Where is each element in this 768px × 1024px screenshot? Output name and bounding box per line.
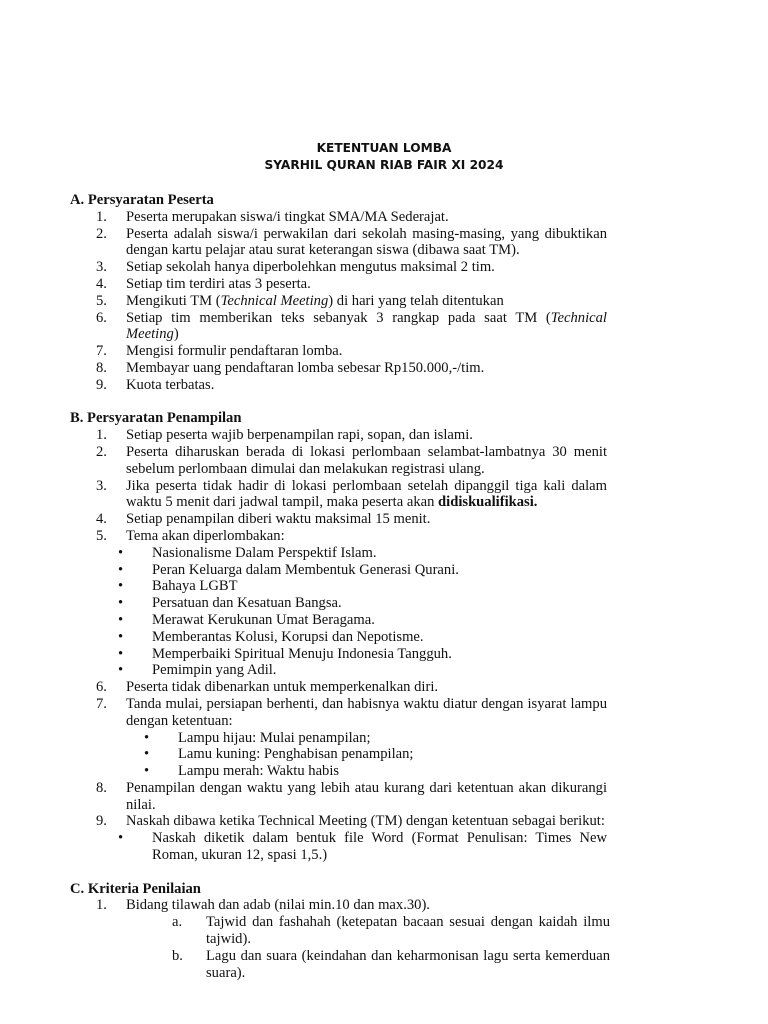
list-item: 8. Membayar uang pendaftaran lomba sebesar Rp150.000,-/tim. [96,359,485,376]
section-heading: B. Persyaratan Penampilan [70,410,242,427]
document-body [70,192,610,998]
lamp-item: • Lamu kuning: Penghabisan penampilan; [144,746,414,763]
bullet-icon: • [118,830,124,847]
criteria-sub-item: a. Tajwid dan fashahah (ketepatan bacaan sesuai dengan kaidah ilmu tajwid). [172,914,610,948]
lamp-item: • Lampu merah: Waktu habis [144,763,340,780]
list-item: 2. Peserta diharuskan berada di lokasi perlombaan selambat-lambatnya 30 menit sebelum perlombaan dimulai dan melakukan registrasi ulang. [96,443,607,477]
theme-item: • Memberantas Kolusi, Korupsi dan Nepotisme. [118,628,424,645]
theme-item: • Merawat Kerukunan Umat Beragama. [118,611,375,628]
bullet-icon: • [118,561,124,578]
bullet-icon: • [118,578,124,595]
list-item: 3. Setiap sekolah hanya diperbolehkan mengutus maksimal 2 tim. [96,259,495,276]
lamp-item: • Lampu hijau: Mulai penampilan; [144,729,371,746]
theme-item: • Peran Keluarga dalam Membentuk Generasi Qurani. [118,561,459,578]
list-item: 8. Penampilan dengan waktu yang lebih atau kurang dari ketentuan akan dikurangi nilai. [96,779,607,813]
title-line-2: SYARHIL QURAN RIAB FAIR XI 2024 [264,158,504,172]
bullet-icon: • [118,544,124,561]
section-judging-criteria [70,881,610,982]
bullet-icon: • [118,595,124,612]
theme-item: • Pemimpin yang Adil. [118,662,277,679]
bullet-icon: • [144,763,150,780]
bullet-icon: • [118,611,124,628]
bullet-icon: • [118,662,124,679]
list-item: 7. Tanda mulai, persiapan berhenti, dan habisnya waktu diatur dengan isyarat lampu dengan ketentuan: [96,695,607,729]
list-item: 5. Tema akan diperlombakan: [96,527,285,544]
list-item: 7. Mengisi formulir pendaftaran lomba. [96,343,343,360]
section-heading: A. Persyaratan Peserta [70,192,214,208]
criteria-sub-item: b. Lagu dan suara (keindahan dan keharmonisan lagu serta kemerduan suara). [172,947,610,981]
document-title [0,140,768,174]
list-item: 6. Peserta tidak dibenarkan untuk memperkenalkan diri. [96,679,439,696]
theme-item: • Bahaya LGBT [118,578,238,595]
theme-item: • Persatuan dan Kesatuan Bangsa. [118,595,342,612]
list-item: 3. Jika peserta tidak hadir di lokasi perlombaan setelah dipanggil tiga kali dalam waktu 5 menit dari jadwal tampil, maka peserta akan didiskualifikasi. [96,477,607,511]
list-item: 4. Setiap penampilan diberi waktu maksimal 15 menit. [96,511,431,528]
theme-item: • Nasionalisme Dalam Perspektif Islam. [118,544,377,561]
section-participant-requirements [70,192,610,394]
script-rule-item: • Naskah diketik dalam bentuk file Word (Format Penulisan: Times New Roman, ukuran 12, spasi 1,5.) [118,830,607,864]
list-item: 1. Peserta merupakan siswa/i tingkat SMA/MA Sederajat. [96,208,449,225]
list-item: 6. Setiap tim memberikan teks sebanyak 3 rangkap pada saat TM (Technical Meeting) [96,309,607,343]
list-item: 2. Peserta adalah siswa/i perwakilan dari sekolah masing-masing, yang dibuktikan dengan kartu pelajar atau surat keterangan siswa (dibawa saat TM). [96,225,607,259]
bullet-icon: • [118,628,124,645]
section-performance-requirements [70,410,610,864]
bullet-icon: • [144,746,150,763]
list-item: 9. Naskah dibawa ketika Technical Meeting (TM) dengan ketentuan sebagai berikut: [96,813,605,830]
title-line-1: KETENTUAN LOMBA [316,141,452,155]
section-heading: C. Kriteria Penilaian [70,880,201,897]
list-item: 4. Setiap tim terdiri atas 3 peserta. [96,275,311,292]
list-item: 9. Kuota terbatas. [96,376,215,393]
bullet-icon: • [144,729,150,746]
list-item: 1. Bidang tilawah dan adab (nilai min.10 dan max.30). [96,897,430,914]
theme-item: • Memperbaiki Spiritual Menuju Indonesia Tangguh. [118,645,452,662]
list-item: 1. Setiap peserta wajib berpenampilan rapi, sopan, dan islami. [96,427,473,444]
bullet-icon: • [118,645,124,662]
list-item: 5. Mengikuti TM (Technical Meeting) di hari yang telah ditentukan [96,292,504,309]
